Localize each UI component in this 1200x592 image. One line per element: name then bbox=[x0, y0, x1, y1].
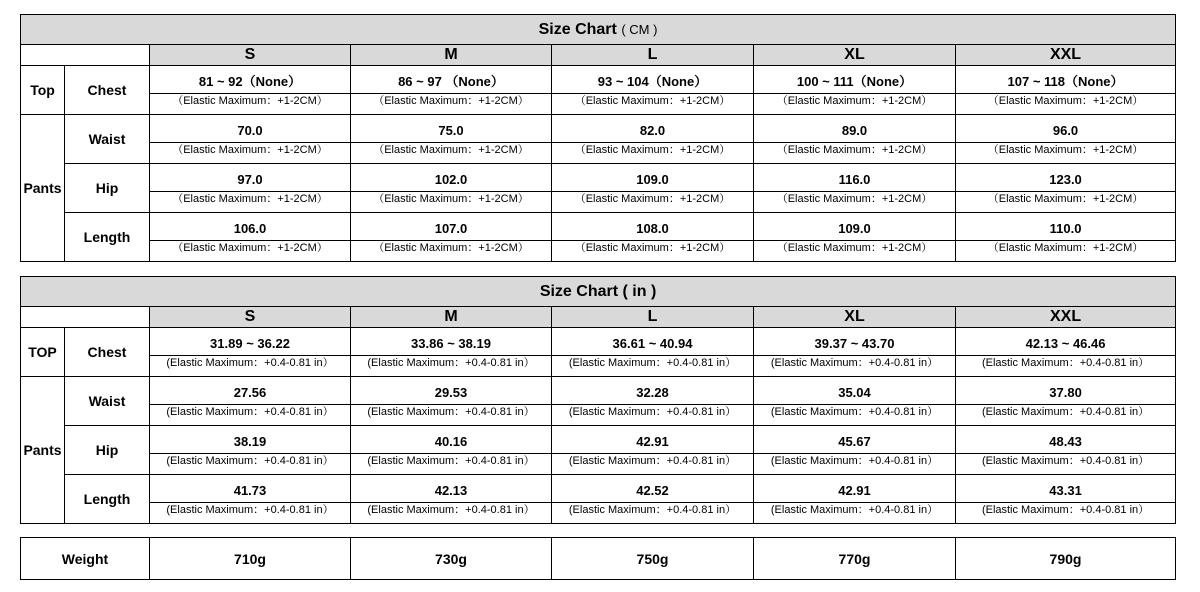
cm-title-text: Size Chart bbox=[538, 20, 617, 38]
table-cell bbox=[956, 66, 1176, 115]
cell-value: 82.0 bbox=[639, 123, 666, 138]
elastic-note: (Elastic Maximum：+0.4-0.81 in） bbox=[351, 404, 551, 419]
table-cell bbox=[351, 66, 552, 115]
table-cell bbox=[956, 426, 1176, 475]
table-cell bbox=[150, 115, 351, 164]
table-cell bbox=[351, 328, 552, 377]
table-cell bbox=[956, 213, 1176, 262]
table-cell bbox=[754, 377, 956, 426]
cell-value: 106.0 bbox=[233, 221, 267, 236]
in-chart-title: Size Chart ( in ) bbox=[21, 277, 1176, 307]
table-cell bbox=[552, 66, 754, 115]
elastic-note: （Elastic Maximum：+1-2CM） bbox=[956, 142, 1175, 157]
elastic-note: （Elastic Maximum：+1-2CM） bbox=[552, 191, 753, 206]
elastic-note: （Elastic Maximum：+1-2CM） bbox=[351, 240, 551, 255]
cell-value: 97.0 bbox=[237, 172, 263, 187]
cell-value: 45.67 bbox=[838, 434, 871, 449]
table-cell bbox=[754, 66, 956, 115]
corner-cell bbox=[21, 307, 150, 328]
elastic-note: (Elastic Maximum：+0.4-0.81 in） bbox=[552, 502, 753, 517]
elastic-note: （Elastic Maximum：+1-2CM） bbox=[150, 240, 350, 255]
table-cell bbox=[754, 213, 956, 262]
table-cell bbox=[754, 115, 956, 164]
elastic-note: (Elastic Maximum：+0.4-0.81 in） bbox=[351, 453, 551, 468]
cell-value: 42.91 bbox=[838, 483, 871, 498]
table-cell bbox=[956, 475, 1176, 524]
cell-value: 96.0 bbox=[1052, 123, 1079, 138]
corner-cell bbox=[21, 45, 150, 66]
table-cell bbox=[351, 164, 552, 213]
cell-value: 89.0 bbox=[841, 123, 868, 138]
table-cell bbox=[150, 66, 351, 115]
weight-value: 730g bbox=[351, 538, 552, 580]
elastic-note: （Elastic Maximum：+1-2CM） bbox=[150, 93, 350, 108]
cm-title-unit: ( CM ) bbox=[621, 21, 658, 37]
elastic-note: （Elastic Maximum：+1-2CM） bbox=[552, 142, 753, 157]
elastic-note: （Elastic Maximum：+1-2CM） bbox=[150, 191, 350, 206]
group-label-top: Top bbox=[21, 66, 65, 115]
cell-value: 48.43 bbox=[1049, 434, 1082, 449]
cell-value: 107.0 bbox=[434, 221, 468, 236]
table-cell bbox=[351, 475, 552, 524]
table-cell bbox=[956, 328, 1176, 377]
cell-value: 75.0 bbox=[438, 123, 464, 138]
elastic-note: (Elastic Maximum：+0.4-0.81 in） bbox=[150, 502, 350, 517]
elastic-note: （Elastic Maximum：+1-2CM） bbox=[754, 240, 955, 255]
table-cell bbox=[150, 328, 351, 377]
size-header: M bbox=[351, 307, 552, 328]
table-cell bbox=[150, 475, 351, 524]
size-header: S bbox=[150, 307, 351, 328]
measurement-label: Waist bbox=[65, 377, 150, 426]
elastic-note: （Elastic Maximum：+1-2CM） bbox=[956, 240, 1175, 255]
size-header: M bbox=[351, 45, 552, 66]
group-label-pants: Pants bbox=[21, 377, 65, 524]
cell-value: 39.37 ~ 43.70 bbox=[814, 336, 895, 351]
table-cell bbox=[351, 377, 552, 426]
cell-value: 33.86 ~ 38.19 bbox=[411, 336, 491, 351]
table-row bbox=[21, 377, 1176, 426]
cell-value: 36.61 ~ 40.94 bbox=[612, 336, 693, 351]
elastic-note: （Elastic Maximum：+1-2CM） bbox=[956, 93, 1175, 108]
elastic-note: （Elastic Maximum：+1-2CM） bbox=[754, 191, 955, 206]
cell-value: 102.0 bbox=[434, 172, 468, 187]
table-cell bbox=[552, 213, 754, 262]
measurement-label: Waist bbox=[65, 115, 150, 164]
table-cell bbox=[754, 328, 956, 377]
cell-value: 81 ~ 92（None） bbox=[198, 74, 302, 89]
elastic-note: (Elastic Maximum：+0.4-0.81 in） bbox=[552, 355, 753, 370]
group-label-top: TOP bbox=[21, 328, 65, 377]
cell-value: 109.0 bbox=[636, 172, 669, 187]
elastic-note: (Elastic Maximum：+0.4-0.81 in） bbox=[956, 453, 1175, 468]
weight-label: Weight bbox=[21, 538, 150, 580]
elastic-note: （Elastic Maximum：+1-2CM） bbox=[754, 142, 955, 157]
size-header: XXL bbox=[956, 45, 1176, 66]
cell-value: 38.19 bbox=[233, 434, 267, 449]
elastic-note: (Elastic Maximum：+0.4-0.81 in） bbox=[754, 453, 955, 468]
weight-value: 750g bbox=[552, 538, 754, 580]
cell-value: 27.56 bbox=[233, 385, 267, 400]
measurement-label: Length bbox=[65, 213, 150, 262]
table-row bbox=[21, 66, 1176, 115]
elastic-note: (Elastic Maximum：+0.4-0.81 in） bbox=[351, 502, 551, 517]
elastic-note: (Elastic Maximum：+0.4-0.81 in） bbox=[552, 404, 753, 419]
cell-value: 42.91 bbox=[636, 434, 669, 449]
table-cell bbox=[552, 115, 754, 164]
size-header: L bbox=[552, 45, 754, 66]
elastic-note: (Elastic Maximum：+0.4-0.81 in） bbox=[150, 453, 350, 468]
cell-value: 42.52 bbox=[636, 483, 669, 498]
elastic-note: (Elastic Maximum：+0.4-0.81 in） bbox=[150, 404, 350, 419]
table-cell bbox=[351, 426, 552, 475]
table-cell bbox=[351, 213, 552, 262]
table-row bbox=[21, 213, 1176, 262]
table-cell bbox=[754, 426, 956, 475]
table-cell bbox=[150, 164, 351, 213]
cell-value: 42.13 bbox=[434, 483, 468, 498]
table-cell bbox=[754, 475, 956, 524]
measurement-label: Chest bbox=[65, 66, 150, 115]
cell-value: 32.28 bbox=[636, 385, 669, 400]
elastic-note: (Elastic Maximum：+0.4-0.81 in） bbox=[956, 355, 1175, 370]
table-cell bbox=[754, 164, 956, 213]
weight-value: 790g bbox=[956, 538, 1176, 580]
measurement-label: Hip bbox=[65, 426, 150, 475]
cell-value: 37.80 bbox=[1049, 385, 1082, 400]
cell-value: 93 ~ 104（None） bbox=[597, 74, 708, 89]
table-cell bbox=[150, 213, 351, 262]
elastic-note: （Elastic Maximum：+1-2CM） bbox=[351, 93, 551, 108]
elastic-note: （Elastic Maximum：+1-2CM） bbox=[150, 142, 350, 157]
elastic-note: (Elastic Maximum：+0.4-0.81 in） bbox=[754, 355, 955, 370]
cell-value: 108.0 bbox=[636, 221, 669, 236]
table-cell bbox=[351, 115, 552, 164]
size-chart-in bbox=[20, 276, 1176, 524]
elastic-note: （Elastic Maximum：+1-2CM） bbox=[956, 191, 1175, 206]
size-header: XL bbox=[754, 45, 956, 66]
elastic-note: （Elastic Maximum：+1-2CM） bbox=[351, 142, 551, 157]
elastic-note: (Elastic Maximum：+0.4-0.81 in） bbox=[956, 502, 1175, 517]
table-row bbox=[21, 164, 1176, 213]
table-cell bbox=[956, 164, 1176, 213]
cell-value: 123.0 bbox=[1049, 172, 1082, 187]
measurement-label: Chest bbox=[65, 328, 150, 377]
cell-value: 31.89 ~ 36.22 bbox=[210, 336, 290, 351]
weight-value: 710g bbox=[150, 538, 351, 580]
cell-value: 42.13 ~ 46.46 bbox=[1025, 336, 1106, 351]
elastic-note: (Elastic Maximum：+0.4-0.81 in） bbox=[956, 404, 1175, 419]
size-header: S bbox=[150, 45, 351, 66]
cell-value: 70.0 bbox=[237, 123, 263, 138]
table-row bbox=[21, 115, 1176, 164]
cell-value: 40.16 bbox=[434, 434, 468, 449]
cell-value: 43.31 bbox=[1049, 483, 1082, 498]
weight-table bbox=[20, 537, 1176, 580]
table-cell bbox=[552, 426, 754, 475]
table-cell bbox=[150, 426, 351, 475]
table-cell bbox=[552, 475, 754, 524]
measurement-label: Hip bbox=[65, 164, 150, 213]
table-cell bbox=[956, 115, 1176, 164]
cell-value: 29.53 bbox=[434, 385, 468, 400]
elastic-note: （Elastic Maximum：+1-2CM） bbox=[552, 93, 753, 108]
cell-value: 109.0 bbox=[838, 221, 871, 236]
table-cell bbox=[956, 377, 1176, 426]
size-chart-cm bbox=[20, 14, 1176, 262]
table-row bbox=[21, 426, 1176, 475]
cell-value: 107 ~ 118（None） bbox=[1007, 74, 1124, 89]
cm-chart-title bbox=[21, 15, 1176, 45]
cell-value: 100 ~ 111（None） bbox=[796, 74, 913, 89]
cell-value: 86 ~ 97 （None） bbox=[398, 74, 504, 89]
table-cell bbox=[552, 377, 754, 426]
size-header: XXL bbox=[956, 307, 1176, 328]
elastic-note: (Elastic Maximum：+0.4-0.81 in） bbox=[754, 404, 955, 419]
cell-value: 41.73 bbox=[233, 483, 267, 498]
elastic-note: （Elastic Maximum：+1-2CM） bbox=[552, 240, 753, 255]
size-header: L bbox=[552, 307, 754, 328]
group-label-pants: Pants bbox=[21, 115, 65, 262]
elastic-note: (Elastic Maximum：+0.4-0.81 in） bbox=[552, 453, 753, 468]
cell-value: 116.0 bbox=[838, 172, 871, 187]
table-cell bbox=[552, 328, 754, 377]
measurement-label: Length bbox=[65, 475, 150, 524]
table-cell bbox=[150, 377, 351, 426]
cell-value: 35.04 bbox=[838, 385, 871, 400]
elastic-note: （Elastic Maximum：+1-2CM） bbox=[754, 93, 955, 108]
table-row bbox=[21, 475, 1176, 524]
elastic-note: （Elastic Maximum：+1-2CM） bbox=[351, 191, 551, 206]
size-header: XL bbox=[754, 307, 956, 328]
table-cell bbox=[552, 164, 754, 213]
elastic-note: (Elastic Maximum：+0.4-0.81 in） bbox=[351, 355, 551, 370]
table-row bbox=[21, 538, 1176, 580]
cell-value: 110.0 bbox=[1049, 221, 1082, 236]
weight-value: 770g bbox=[754, 538, 956, 580]
table-row bbox=[21, 328, 1176, 377]
elastic-note: (Elastic Maximum：+0.4-0.81 in） bbox=[754, 502, 955, 517]
elastic-note: (Elastic Maximum：+0.4-0.81 in） bbox=[150, 355, 350, 370]
